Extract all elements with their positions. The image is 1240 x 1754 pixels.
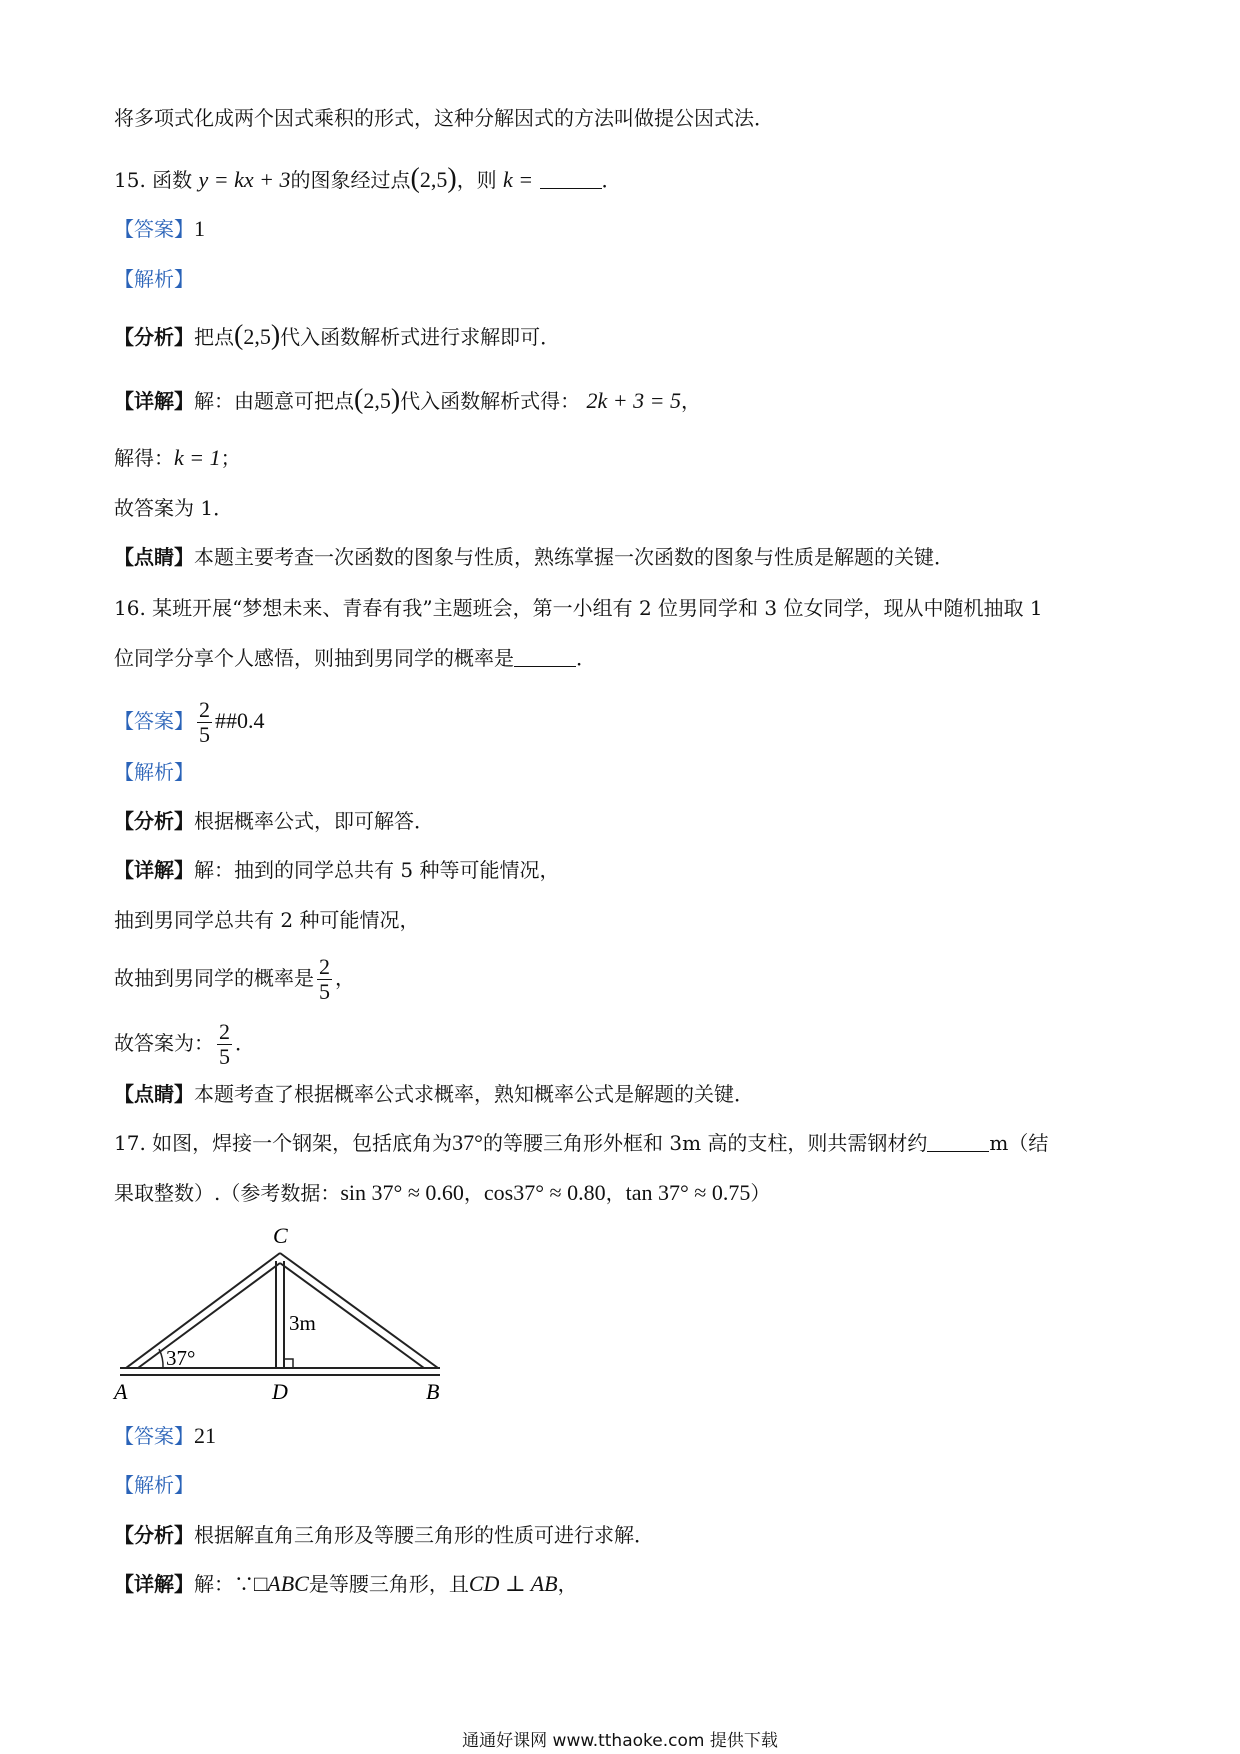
text-line-intro xyxy=(114,103,774,133)
q17-text-e: ） xyxy=(750,1181,771,1205)
q17-tan-value: tan 37° ≈ 0.75 xyxy=(625,1180,751,1205)
q16-text-3: 抽到男同学总共有 2 种可能情况， xyxy=(114,908,420,932)
q15-jiexi-line xyxy=(114,264,194,294)
q15-fenxi-point: 2,5 xyxy=(243,324,271,349)
q17-text-c: m（结 xyxy=(989,1131,1049,1155)
q16-final-numerator: 2 xyxy=(219,1019,230,1044)
q17-xiangjie-a: 解：∵ xyxy=(194,1572,254,1596)
question-17-line-1 xyxy=(114,1128,1048,1158)
q15-fenxi-line: 【分析】把点(2,5)代入函数解析式进行求解即可． xyxy=(114,320,561,351)
q17-jiexi-line xyxy=(114,1470,194,1500)
q16-dianjing-line xyxy=(114,1079,754,1109)
q17-xiangjie-line xyxy=(114,1569,578,1599)
q17-answer-blank xyxy=(927,1131,989,1152)
q17-cos-value: cos37° ≈ 0.80 xyxy=(483,1180,606,1205)
q17-answer: 21 xyxy=(194,1423,216,1448)
q16-dianjing: 本题考查了根据概率公式求概率，熟知概率公式是解题的关键． xyxy=(194,1082,754,1106)
q17-text-a: 17. 如图，焊接一个钢架，包括底角为 xyxy=(114,1131,453,1155)
q16-text-4: 故抽到男同学的概率是 xyxy=(114,966,314,990)
q16-fenxi: 根据概率公式，即可解答． xyxy=(194,809,434,833)
intro-text: 将多项式化成两个因式乘积的形式，这种分解因式的方法叫做提公因式法． xyxy=(114,106,774,130)
q15-gudaan: 故答案为 1． xyxy=(114,496,234,520)
q16-text-1: 16. 某班开展“梦想未来、青春有我”主题班会，第一小组有 2 位男同学和 3 位女同学，现从中随机抽取 1 xyxy=(114,596,1043,620)
q17-text-b: 的等腰三角形外框和 3m 高的支柱，则共需钢材约 xyxy=(482,1131,928,1155)
q15-text-a: 15. 函数 xyxy=(114,168,193,192)
q15-end: ． xyxy=(601,168,622,192)
q16-text-2: 位同学分享个人感悟，则抽到男同学的概率是 xyxy=(114,646,514,670)
q17-text-d: 果取整数）.（参考数据： xyxy=(114,1181,341,1205)
q16-probability-denominator: 5 xyxy=(319,979,330,1004)
q15-xiangjie-point: 2,5 xyxy=(363,388,391,413)
page-footer: 通通好课网 www.tthaoke.com 提供下载 xyxy=(462,1731,778,1751)
side-ac-inner xyxy=(138,1263,280,1368)
q16-line-3 xyxy=(114,905,419,935)
fenxi-tag: 【分析】 xyxy=(114,325,194,349)
label-height: 3m xyxy=(289,1311,316,1335)
question-16-line-1 xyxy=(114,593,1043,623)
question-15: 15. 函数 y = kx + 3的图象经过点(2,5)，则 k = ． xyxy=(114,163,622,194)
jiexi-tag: 【解析】 xyxy=(114,267,194,291)
jiexi-tag: 【解析】 xyxy=(114,760,194,784)
q16-text-4-end: ， xyxy=(335,966,355,990)
q15-jiede-equation: k = 1 xyxy=(174,445,221,470)
q15-jiede-a: 解得： xyxy=(114,446,174,470)
q16-final-fraction xyxy=(217,1020,232,1069)
q15-xiangjie-line: 【详解】解：由题意可把点(2,5)代入函数解析式得： 2k + 3 = 5， xyxy=(114,384,701,415)
q15-answer-line xyxy=(114,214,205,244)
angle-arc xyxy=(159,1349,163,1368)
q16-line-4 xyxy=(114,955,355,1004)
q15-xiangjie-c: ， xyxy=(680,389,701,413)
q16-answer-blank xyxy=(514,646,576,667)
q15-fenxi-b: 代入函数解析式进行求解即可． xyxy=(280,325,561,349)
q16-fenxi-line xyxy=(114,806,434,836)
q15-point: 2,5 xyxy=(419,167,448,192)
q16-text-5-end: ． xyxy=(235,1031,255,1055)
q17-comma-2: ， xyxy=(605,1181,626,1205)
q16-answer-denominator: 5 xyxy=(199,722,210,747)
dianjing-tag: 【点睛】 xyxy=(114,1082,194,1106)
fenxi-tag: 【分析】 xyxy=(114,809,194,833)
q15-k: k = xyxy=(503,167,534,192)
label-a: A xyxy=(114,1379,128,1404)
question-16-line-2 xyxy=(114,643,596,673)
q15-xiangjie-equation: 2k + 3 = 5 xyxy=(586,388,681,413)
answer-tag: 【答案】 xyxy=(114,217,194,241)
q15-answer-blank xyxy=(540,168,602,189)
q16-text-5: 故答案为： xyxy=(114,1031,214,1055)
q16-jiexi-line xyxy=(114,757,194,787)
q16-xiangjie-line xyxy=(114,855,559,885)
q16-final-denominator: 5 xyxy=(219,1044,230,1069)
side-ac-outer xyxy=(126,1253,280,1368)
q15-equation: y = kx + 3 xyxy=(198,167,291,192)
question-17-line-2 xyxy=(114,1178,770,1208)
q15-answer: 1 xyxy=(194,216,205,241)
q17-answer-line xyxy=(114,1421,216,1451)
label-b: B xyxy=(426,1379,440,1404)
q15-text-b: 的图象经过点 xyxy=(290,168,411,192)
q17-fenxi: 根据解直角三角形及等腰三角形的性质可进行求解． xyxy=(194,1523,654,1547)
q17-perpendicular: CD ⊥ AB xyxy=(468,1571,558,1596)
triangle-figure xyxy=(108,1225,468,1405)
q16-answer-line xyxy=(114,698,265,747)
q15-jiede-line xyxy=(114,443,241,473)
label-c: C xyxy=(273,1225,288,1248)
q16-end: ． xyxy=(576,646,596,670)
q16-probability-numerator: 2 xyxy=(319,954,330,979)
q17-comma-1: ， xyxy=(463,1181,484,1205)
xiangjie-tag: 【详解】 xyxy=(114,389,194,413)
q15-gudaan-line xyxy=(114,493,233,523)
q15-xiangjie-b: 代入函数解析式得： xyxy=(400,389,581,413)
q15-jiede-b: ； xyxy=(220,446,241,470)
q16-answer-alt: ##0.4 xyxy=(215,708,265,733)
answer-tag: 【答案】 xyxy=(114,709,194,733)
q15-fenxi-a: 把点 xyxy=(194,325,234,349)
xiangjie-tag: 【详解】 xyxy=(114,1572,194,1596)
right-angle-mark xyxy=(284,1359,293,1368)
label-d: D xyxy=(272,1379,288,1404)
q16-answer-fraction xyxy=(197,698,212,747)
answer-tag: 【答案】 xyxy=(114,1424,194,1448)
fenxi-tag: 【分析】 xyxy=(114,1523,194,1547)
q17-triangle: □ABC xyxy=(254,1571,309,1596)
xiangjie-tag: 【详解】 xyxy=(114,858,194,882)
q15-dianjing-line xyxy=(114,542,954,572)
q17-angle: 37° xyxy=(452,1130,483,1155)
q17-xiangjie-b: 是等腰三角形，且 xyxy=(308,1572,469,1596)
label-angle: 37° xyxy=(166,1346,196,1370)
q17-fenxi-line xyxy=(114,1520,654,1550)
q15-text-c: ，则 xyxy=(456,168,497,192)
q16-line-5 xyxy=(114,1020,255,1069)
q17-sin-value: sin 37° ≈ 0.60 xyxy=(340,1180,464,1205)
q16-answer-numerator: 2 xyxy=(199,697,210,722)
dianjing-tag: 【点睛】 xyxy=(114,545,194,569)
q16-xiangjie: 解：抽到的同学总共有 5 种等可能情况， xyxy=(194,858,560,882)
q17-xiangjie-c: ， xyxy=(557,1572,578,1596)
q15-xiangjie-a: 解：由题意可把点 xyxy=(194,389,354,413)
q16-probability-fraction xyxy=(317,955,332,1004)
q15-dianjing: 本题主要考查一次函数的图象与性质，熟练掌握一次函数的图象与性质是解题的关键． xyxy=(194,545,954,569)
jiexi-tag: 【解析】 xyxy=(114,1473,194,1497)
